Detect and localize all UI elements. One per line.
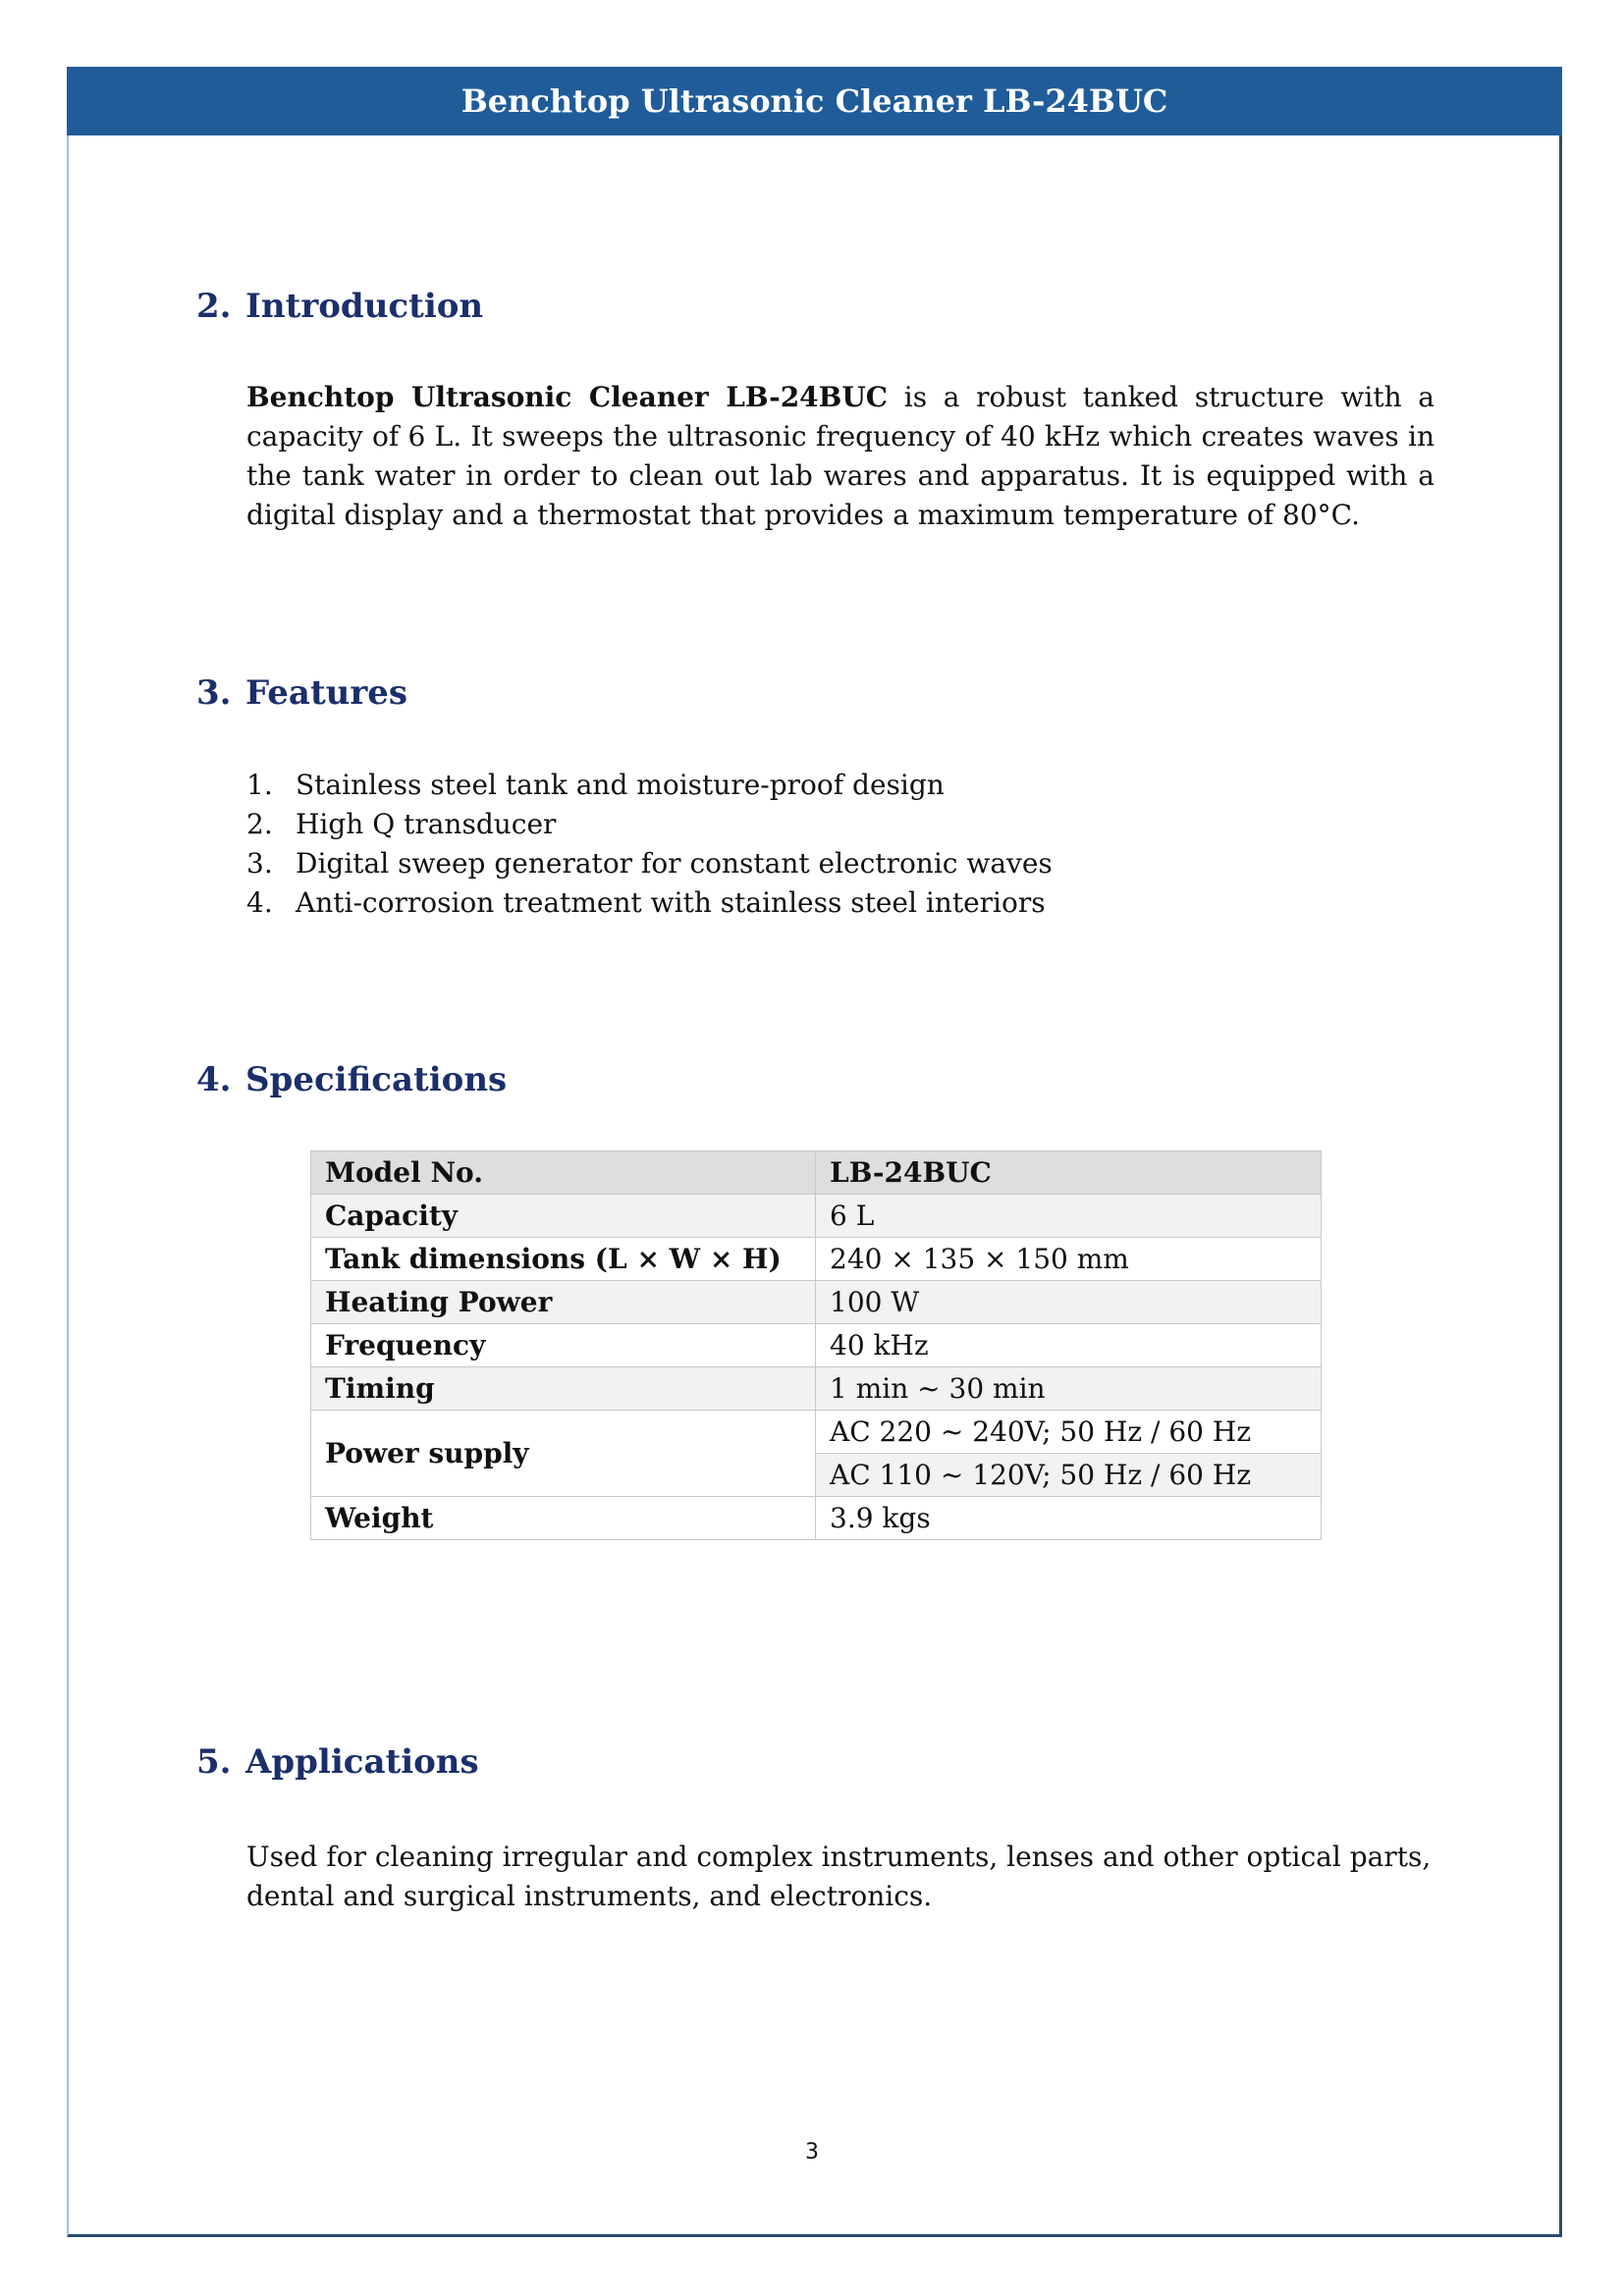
section-heading-introduction — [196, 287, 483, 326]
table-cell-value: LB-24BUC — [816, 1151, 1322, 1195]
list-text: Stainless steel tank and moisture-proof design — [296, 769, 945, 801]
table-row — [311, 1238, 1322, 1281]
list-number: 4. — [246, 886, 273, 919]
table-cell-value: 240 × 135 × 150 mm — [816, 1238, 1322, 1281]
list-item — [246, 844, 1053, 883]
table-cell-key: Frequency — [311, 1324, 816, 1367]
table-cell-value: 3.9 kgs — [816, 1497, 1322, 1540]
section-heading-specifications — [196, 1060, 507, 1099]
table-row — [311, 1411, 1322, 1454]
list-item — [246, 766, 1053, 805]
list-item — [246, 805, 1053, 844]
table-cell-value: 6 L — [816, 1195, 1322, 1238]
section-number: 5. — [196, 1742, 232, 1782]
section-title: Introduction — [245, 287, 484, 326]
table-row — [311, 1324, 1322, 1367]
list-text: High Q transducer — [296, 808, 557, 840]
table-cell-value: 40 kHz — [816, 1324, 1322, 1367]
section-number: 3. — [196, 673, 232, 713]
document-header — [67, 67, 1562, 135]
table-cell-value: 1 min ~ 30 min — [816, 1367, 1322, 1411]
table-cell-key: Weight — [311, 1497, 816, 1540]
section-title: Applications — [245, 1742, 479, 1782]
table-cell-key: Heating Power — [311, 1281, 816, 1324]
document-title: Benchtop Ultrasonic Cleaner LB-24BUC — [460, 82, 1168, 120]
list-text: Anti-corrosion treatment with stainless steel interiors — [296, 886, 1046, 919]
table-row — [311, 1497, 1322, 1540]
list-number: 3. — [246, 847, 273, 880]
table-cell-key: Capacity — [311, 1195, 816, 1238]
list-number: 2. — [246, 808, 273, 840]
table-cell-value: 100 W — [816, 1281, 1322, 1324]
table-row — [311, 1195, 1322, 1238]
table-cell-key: Tank dimensions (L × W × H) — [311, 1238, 816, 1281]
list-item — [246, 883, 1053, 923]
table-cell-key: Timing — [311, 1367, 816, 1411]
section-number: 2. — [196, 287, 232, 326]
section-title: Specifications — [245, 1060, 508, 1099]
introduction-body: is a robust tanked structure with a capacity of 6 L. It sweeps the ultrasonic frequency of 40 kHz which creates waves in the tank water in order to clean out lab wares and apparatus. It is equipped with a digital display and a thermostat that provides a maximum temperature of 80°C. — [246, 381, 1435, 531]
table-cell-value: AC 220 ~ 240V; 50 Hz / 60 Hz — [816, 1411, 1322, 1454]
introduction-paragraph — [246, 378, 1435, 535]
section-title: Features — [245, 673, 408, 713]
table-cell-key: Power supply — [311, 1411, 816, 1497]
section-heading-applications — [196, 1742, 479, 1782]
section-heading-features — [196, 673, 407, 713]
product-name-bold: Benchtop Ultrasonic Cleaner LB-24BUC — [246, 381, 889, 413]
list-number: 1. — [246, 769, 273, 801]
list-text: Digital sweep generator for constant electronic waves — [296, 847, 1053, 880]
applications-paragraph: Used for cleaning irregular and complex instruments, lenses and other optical parts, dental and surgical instruments, and electronics. — [246, 1841, 1432, 1912]
section-number: 4. — [196, 1060, 232, 1099]
table-cell-value: AC 110 ~ 120V; 50 Hz / 60 Hz — [816, 1454, 1322, 1497]
specifications-table — [310, 1150, 1322, 1540]
table-row — [311, 1281, 1322, 1324]
table-header-row — [311, 1151, 1322, 1195]
page-number: 3 — [805, 2140, 819, 2164]
table-row — [311, 1367, 1322, 1411]
features-list — [246, 766, 1053, 923]
table-cell-key: Model No. — [311, 1151, 816, 1195]
